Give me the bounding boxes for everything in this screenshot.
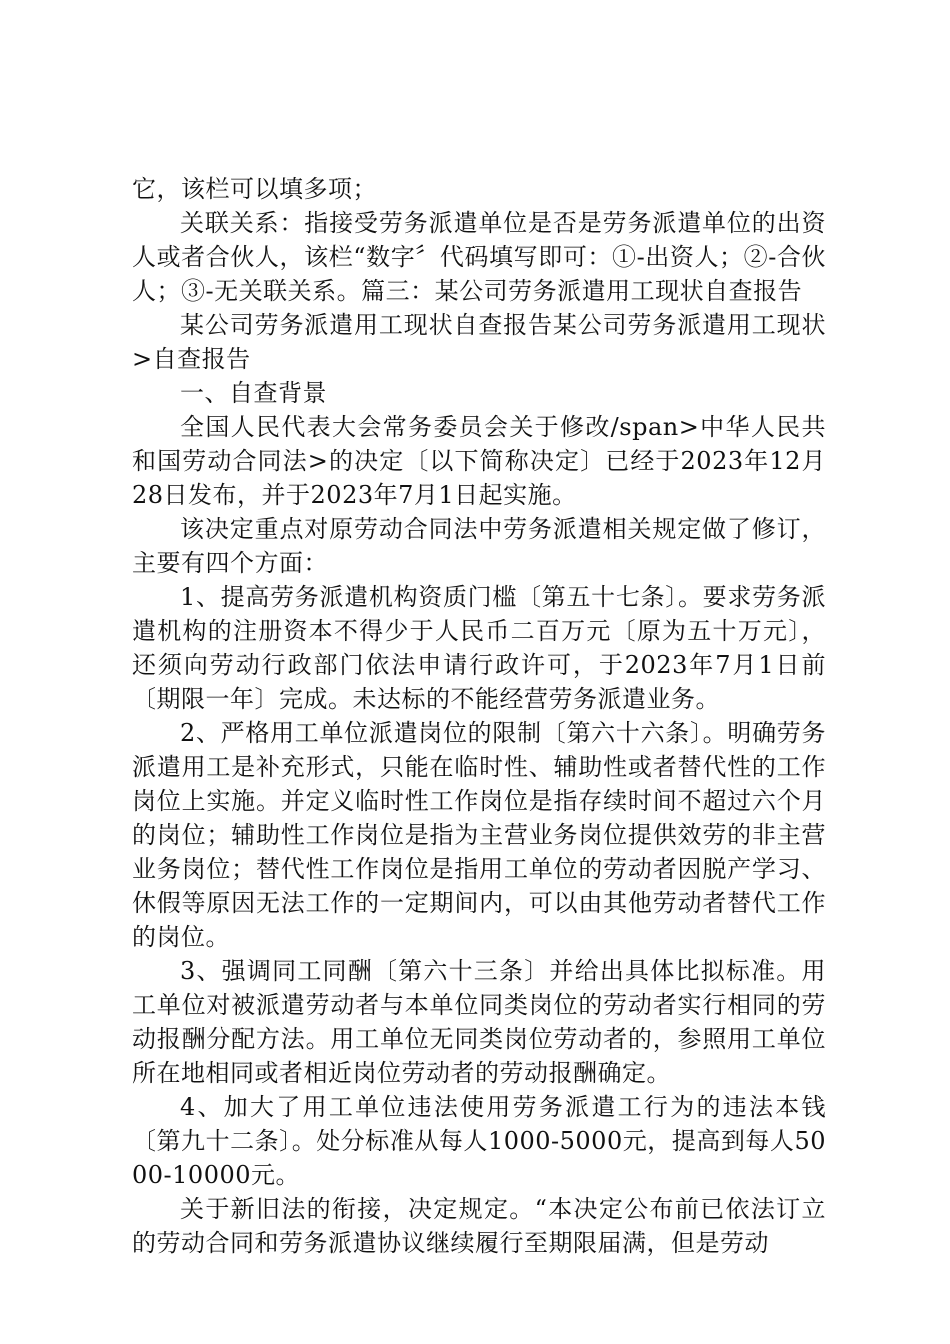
paragraph-decision-intro: 全国人民代表大会常务委员会关于修改/span>中华人民共和国劳动合同法>的决定〔以下简称决定〕已经于2023年12月28日发布，并于2023年7月1日起实施。	[132, 413, 826, 509]
paragraph-item-1: 1、提高劳务派遣机构资质门槛〔第五十七条〕。要求劳务派遣机构的注册资本不得少于人民币二百万元〔原为五十万元〕，还须向劳动行政部门依法申请行政许可，于2023年7月1日前〔期限一年〕完成。未达标的不能经营劳务派遣业务。	[132, 583, 826, 713]
paragraph-item-2: 2、严格用工单位派遣岗位的限制〔第六十六条〕。明确劳务派遣用工是补充形式，只能在临时性、辅助性或者替代性的工作岗位上实施。并定义临时性工作岗位是指存续时间不超过六个月的岗位；辅助性工作岗位是指为主营业务岗位提供效劳的非主营业务岗位；替代性工作岗位是指用工单位的劳动者因脱产学习、休假等原因无法工作的一定期间内，可以由其他劳动者替代工作的岗位。	[132, 719, 826, 951]
paragraph-related-relationship: 关联关系：指接受劳务派遣单位是否是劳务派遣单位的出资人或者合伙人，该栏“数字〞代码填写即可：①-出资人；②-合伙人；③-无关联关系。篇三：某公司劳务派遣用工现状自查报告	[132, 209, 826, 305]
paragraph-four-aspects: 该决定重点对原劳动合同法中劳务派遣相关规定做了修订，主要有四个方面：	[132, 515, 826, 577]
paragraph-item-4: 4、加大了用工单位违法使用劳务派遣工行为的违法本钱〔第九十二条〕。处分标准从每人1000-5000元，提高到每人5000-10000元。	[132, 1093, 826, 1189]
paragraph-item-3: 3、强调同工同酬〔第六十三条〕并给出具体比拟标准。用工单位对被派遣劳动者与本单位同类岗位的劳动者实行相同的劳动报酬分配方法。用工单位无同类岗位劳动者的，参照用工单位所在地相同或者相近岗位劳动者的劳动报酬确定。	[132, 957, 826, 1087]
paragraph-transition-rules: 关于新旧法的衔接，决定规定。“本决定公布前已依法订立的劳动合同和劳务派遣协议继续履行至期限届满，但是劳动	[132, 1195, 826, 1257]
section-heading-background: 一、自查背景	[180, 379, 327, 407]
paragraph-report-title: 某公司劳务派遣用工现状自查报告某公司劳务派遣用工现状>自查报告	[132, 311, 826, 373]
document-body	[132, 172, 826, 1260]
paragraph-continuation: 它，该栏可以填多项；	[132, 175, 377, 203]
